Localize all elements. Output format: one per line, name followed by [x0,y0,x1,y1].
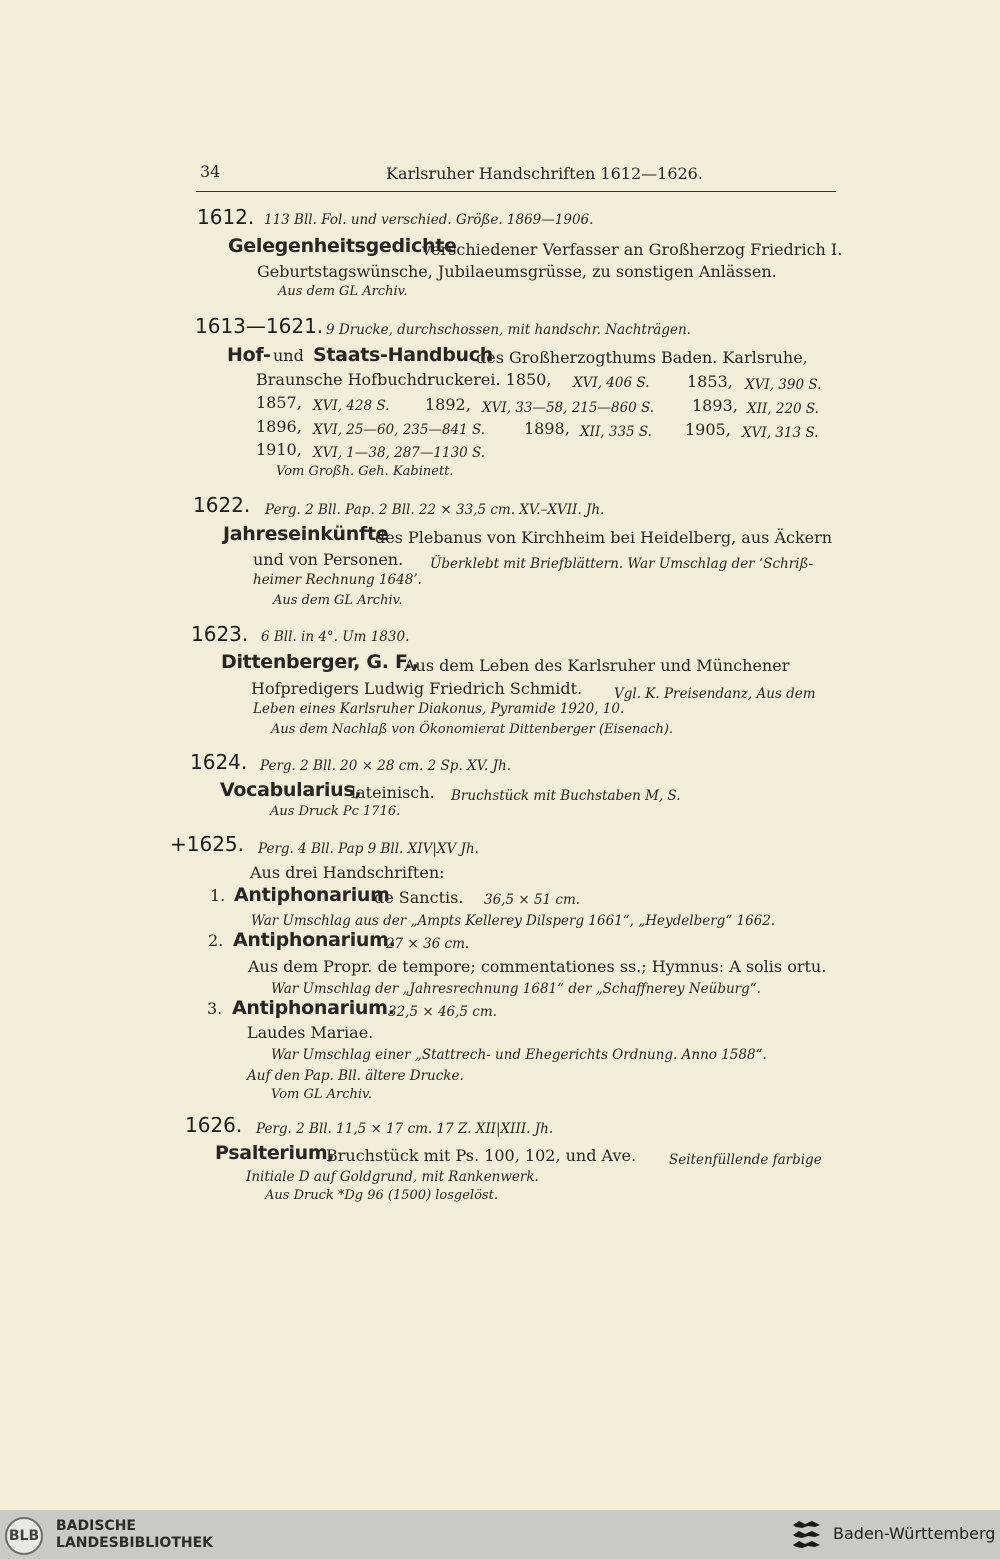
entry-note: Seitenfüllende farbige [669,1152,822,1168]
entry-meta: Perg. 2 Bll. Pap. 2 Bll. 22 × 33,5 cm. XV.–XVII. Jh. [265,502,605,518]
entry-title: Vocabularius, [220,779,362,801]
entry-meta: Perg. 2 Bll. 20 × 28 cm. 2 Sp. XV. Jh. [260,758,511,774]
part-number: 2. [208,931,224,950]
entry-note: Bruchstück mit Buchstaben M, S. [451,788,681,804]
entry-title: Gelegenheitsgedichte [228,235,457,257]
page-number: 34 [200,162,221,181]
entry-text: 1905, [685,420,731,439]
entry-source: Vom Großh. Geh. Kabinett. [276,464,454,479]
entry-text: 1857, [256,393,302,412]
entry-pages: XVI, 33—58, 215—860 S. [482,400,655,416]
entry-source: Aus dem GL Archiv. [278,284,408,299]
entry-number: +1625. [170,832,245,856]
part-title: Antiphonarium. [233,929,396,951]
entry-text: 1910, [256,440,302,459]
entry-text: 1892, [425,395,471,414]
footer-bar [0,1510,1000,1559]
entry-text: 1853, [687,372,733,391]
entry-source: Aus dem Nachlaß von Ökonomierat Dittenberger (Eisenach). [271,722,674,737]
entry-meta: Perg. 4 Bll. Pap 9 Bll. XIV|XV Jh. [258,841,479,857]
entry-meta: 6 Bll. in 4°. Um 1830. [261,629,410,645]
part-dimensions: 32,5 × 46,5 cm. [388,1004,497,1020]
part-dimensions: 27 × 36 cm. [386,936,470,952]
entry-text: Braunsche Hofbuchdruckerei. 1850, [256,370,552,389]
part-text: Aus dem Propr. de tempore; commentationes ss.; Hymnus: A solis ortu. [248,957,827,976]
entry-pages: XII, 220 S. [747,401,819,417]
entry-text: verschiedener Verfasser an Großherzog Friedrich I. [422,240,843,259]
entry-text: Bruchstück mit Ps. 100, 102, und Ave. [326,1146,637,1165]
entry-title: Dittenberger, G. F., [221,651,419,673]
part-title: Antiphonarium [234,884,390,906]
part-dimensions: 36,5 × 51 cm. [484,892,581,908]
entry-meta: Perg. 2 Bll. 11,5 × 17 cm. 17 Z. XII|XIII. Jh. [256,1121,554,1137]
part-number: 3. [207,999,223,1018]
entry-note: Leben eines Karlsruher Diakonus, Pyramide 1920, 10. [253,701,625,717]
part-note: War Umschlag aus der „Ampts Kellerey Dilsperg 1661“, „Heydelberg“ 1662. [251,913,776,929]
part-title: Antiphonarium. [232,997,395,1019]
library-name-line1: BADISCHE [56,1518,136,1534]
part-number: 1. [210,886,226,905]
entry-title: Staats-Handbuch [313,344,493,366]
entry-text: des Großherzogthums Baden. Karlsruhe, [476,348,808,367]
entry-pages: XVI, 390 S. [745,377,822,393]
entry-text: 1893, [692,396,738,415]
entry-pages: XVI, 1—38, 287—1130 S. [313,445,486,461]
entry-text: 1898, [524,419,570,438]
entry-title: Jahreseinkünfte [223,523,389,545]
library-name-line2: LANDESBIBLIOTHEK [56,1535,214,1551]
entry-text: des Plebanus von Kirchheim bei Heidelberg, aus Äckern [375,528,833,547]
state-name: Baden-Württemberg [833,1524,996,1543]
entry-source: Aus dem GL Archiv. [273,593,403,608]
part-note: War Umschlag einer „Stattrech- und Ehegerichts Ordnung. Anno 1588“. [271,1047,767,1063]
entry-number: 1613—1621. [195,314,324,338]
entry-text: und [273,346,304,365]
entry-intro: Aus drei Handschriften: [250,863,445,882]
entry-pages: XVI, 428 S. [313,398,390,414]
entry-number: 1623. [191,622,249,646]
blb-logo-icon: BLB [5,1517,43,1555]
part-text: Laudes Mariae. [247,1023,374,1042]
entry-source: Vom GL Archiv. [271,1087,372,1102]
entry-meta: 113 Bll. Fol. und verschied. Größe. 1869—1906. [264,212,594,228]
entry-note: heimer Rechnung 1648’. [253,572,422,588]
entry-note: Initiale D auf Goldgrund, mit Rankenwerk. [246,1169,539,1185]
library-name [56,1518,213,1552]
entry-note: Überklebt mit Briefblättern. War Umschlag der ‘Schriß- [430,556,814,572]
entry-text: und von Personen. [253,550,404,569]
entry-text: 1896, [256,417,302,436]
part-note: Auf den Pap. Bll. ältere Drucke. [247,1068,464,1084]
entry-text: Geburtstagswünsche, Jubilaeumsgrüsse, zu sonstigen Anlässen. [257,262,777,281]
entry-number: 1622. [193,493,251,517]
entry-number: 1612. [197,205,255,229]
entry-meta: 9 Drucke, durchschossen, mit handschr. Nachträgen. [326,322,691,338]
entry-source: Aus Druck Pc 1716. [270,804,401,819]
running-title: Karlsruher Handschriften 1612—1626. [386,164,703,183]
entry-pages: XVI, 25—60, 235—841 S. [313,422,486,438]
entry-pages: XII, 335 S. [580,424,652,440]
entry-text: lateinisch. [351,783,435,802]
entry-note: Vgl. K. Preisendanz, Aus dem [614,686,816,702]
entry-number: 1626. [185,1113,243,1137]
entry-title: Hof- [227,344,271,366]
entry-number: 1624. [190,750,248,774]
entry-source: Aus Druck *Dg 96 (1500) losgelöst. [265,1188,498,1203]
part-note: War Umschlag der „Jahresrechnung 1681“ der „Schaffnerey Neüburg“. [271,981,761,997]
part-text: de Sanctis. [374,888,464,907]
entry-pages: XVI, 313 S. [742,425,819,441]
header-rule [196,191,836,192]
baden-wuerttemberg-lions-icon [790,1519,824,1551]
entry-text: Hofpredigers Ludwig Friedrich Schmidt. [251,679,583,698]
entry-text: Aus dem Leben des Karlsruher und Münchener [404,656,790,675]
entry-title: Psalterium, [215,1142,335,1164]
entry-pages: XVI, 406 S. [573,375,650,391]
